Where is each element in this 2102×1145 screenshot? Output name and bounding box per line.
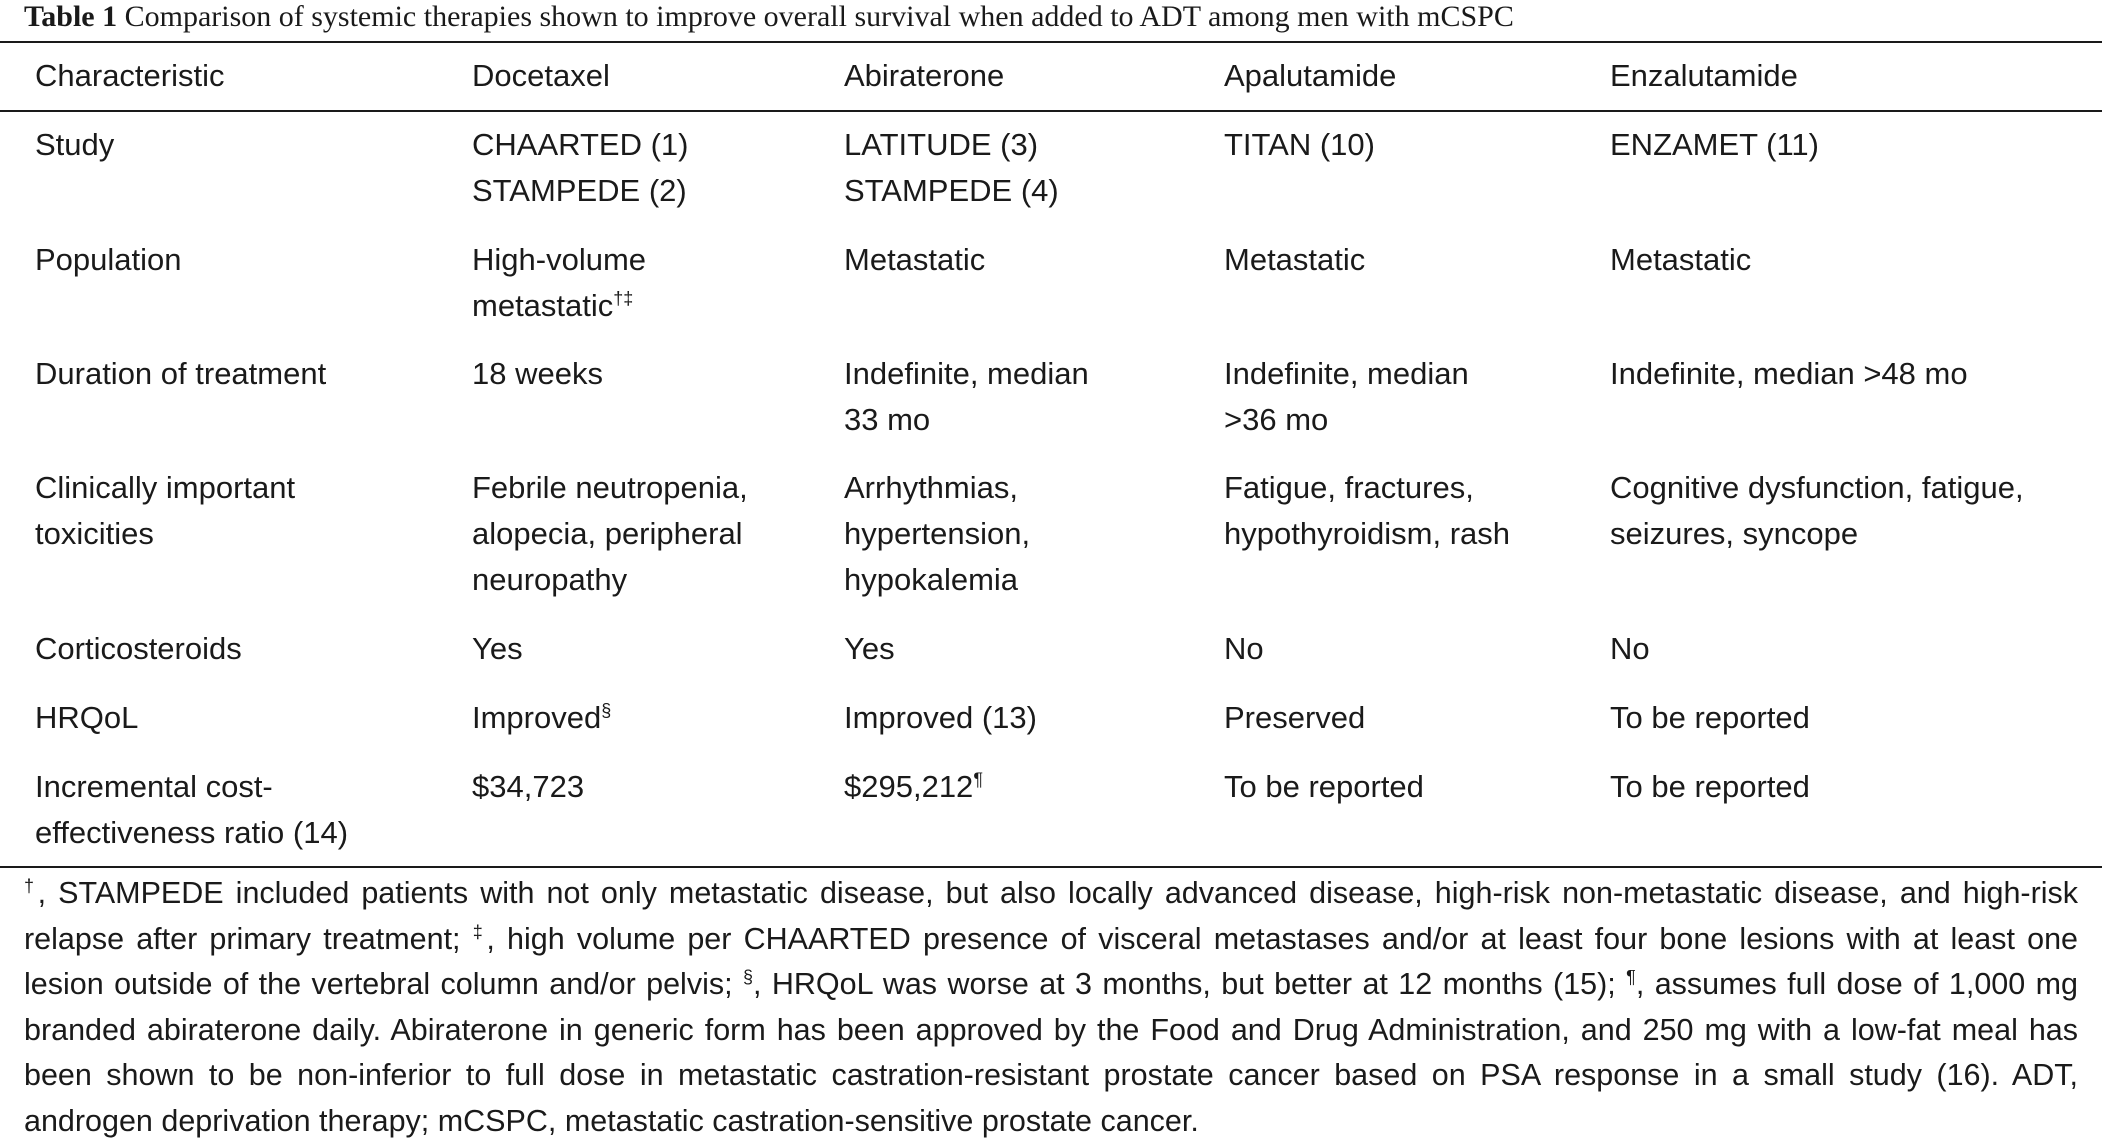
cell-line: High-volume bbox=[472, 242, 647, 277]
cell-line: LATITUDE (3) bbox=[844, 127, 1039, 162]
cell-line: hypothyroidism, rash bbox=[1224, 516, 1511, 551]
table-footnote bbox=[24, 871, 2078, 1144]
header-enzalutamide: Enzalutamide bbox=[1610, 58, 1798, 93]
row-corticosteroids-characteristic bbox=[35, 626, 242, 672]
footnote-symbol: ‡ bbox=[472, 921, 487, 942]
row-population-docetaxel bbox=[472, 237, 646, 329]
table-top-rule bbox=[0, 41, 2102, 43]
cell-line: $34,723 bbox=[472, 769, 585, 804]
cell-line: >36 mo bbox=[1224, 402, 1329, 437]
table-header-rule bbox=[0, 110, 2102, 112]
cell-line: To be reported bbox=[1224, 769, 1424, 804]
table-bottom-rule bbox=[0, 866, 2102, 868]
cell-line: STAMPEDE (2) bbox=[472, 173, 687, 208]
cell-line: Duration of treatment bbox=[35, 356, 327, 391]
footnote-text: , STAMPEDE included patients with not only metastatic disease, but also locally advanced disease, high-risk non-metastatic disease, and high-risk relapse after primary treatment; bbox=[24, 876, 2079, 956]
row-toxicities-abiraterone bbox=[844, 465, 1030, 603]
row-population-characteristic bbox=[35, 237, 182, 283]
cell-line: No bbox=[1610, 631, 1650, 666]
cell-line: Indefinite, median bbox=[1224, 356, 1469, 391]
footnote-text: , assumes full dose of 1,000 mg branded abiraterone daily. Abiraterone in generic form has been approved by the Food and Drug Administration, and 250 mg with a low-fat meal has been shown to be non-inferior to full dose in metastatic castration-resistant prostate cancer based on PSA response in a small study (16). ADT, androgen deprivation therapy; mCSPC, metastatic castration-sensitive prostate cancer. bbox=[24, 967, 2078, 1138]
cell-line: To be reported bbox=[1610, 700, 1810, 735]
row-icer-abiraterone bbox=[844, 764, 983, 810]
row-population-enzalutamide bbox=[1610, 237, 1751, 283]
cell-line: Indefinite, median bbox=[844, 356, 1089, 391]
row-duration-enzalutamide bbox=[1610, 351, 1968, 397]
row-corticosteroids-enzalutamide bbox=[1610, 626, 1650, 672]
row-population-apalutamide bbox=[1224, 237, 1365, 283]
cell-line: alopecia, peripheral bbox=[472, 516, 743, 551]
cell-line bbox=[844, 764, 983, 810]
cell-line: Metastatic bbox=[1610, 242, 1752, 277]
cell-line: Fatigue, fractures, bbox=[1224, 470, 1474, 505]
cell-line: Cognitive dysfunction, fatigue, bbox=[1610, 470, 2024, 505]
row-icer-docetaxel bbox=[472, 764, 584, 810]
row-duration-docetaxel bbox=[472, 351, 603, 397]
row-hrqol-abiraterone bbox=[844, 695, 1037, 741]
cell-line: HRQoL bbox=[35, 700, 139, 735]
footnote-symbol: ¶ bbox=[1626, 966, 1636, 987]
row-toxicities-characteristic bbox=[35, 465, 295, 557]
cell-line: No bbox=[1224, 631, 1264, 666]
row-icer-characteristic bbox=[35, 764, 348, 856]
cell-line: CHAARTED (1) bbox=[472, 127, 689, 162]
header-characteristic: Characteristic bbox=[35, 58, 225, 93]
cell-line: Improved (13) bbox=[844, 700, 1037, 735]
table-caption bbox=[24, 0, 1514, 40]
cell-line: To be reported bbox=[1610, 769, 1810, 804]
cell-line: seizures, syncope bbox=[1610, 516, 1859, 551]
cell-line: Population bbox=[35, 242, 182, 277]
cell-line: ENZAMET (11) bbox=[1610, 127, 1819, 162]
row-study-enzalutamide bbox=[1610, 122, 1819, 168]
cell-line: hypokalemia bbox=[844, 562, 1019, 597]
row-icer-enzalutamide bbox=[1610, 764, 1810, 810]
footnote-text: , HRQoL was worse at 3 months, but better at 12 months (15); bbox=[752, 967, 1627, 1001]
row-duration-apalutamide bbox=[1224, 351, 1469, 443]
cell-line: TITAN (10) bbox=[1224, 127, 1375, 162]
cell-line: Metastatic bbox=[844, 242, 986, 277]
cell-line: Metastatic bbox=[1224, 242, 1366, 277]
cell-text: Improved bbox=[472, 700, 602, 735]
cell-line: Yes bbox=[844, 631, 895, 666]
row-toxicities-enzalutamide bbox=[1610, 465, 2024, 557]
row-study-apalutamide bbox=[1224, 122, 1375, 168]
footnote-marker: ¶ bbox=[973, 769, 983, 790]
cell-line bbox=[472, 283, 646, 329]
cell-line bbox=[472, 695, 611, 741]
table-caption-label: Table 1 bbox=[24, 0, 118, 33]
row-hrqol-characteristic bbox=[35, 695, 138, 741]
row-population-abiraterone bbox=[844, 237, 985, 283]
cell-line: Corticosteroids bbox=[35, 631, 242, 666]
row-hrqol-enzalutamide bbox=[1610, 695, 1810, 741]
row-duration-characteristic bbox=[35, 351, 326, 397]
cell-line: Indefinite, median >48 mo bbox=[1610, 356, 1968, 391]
row-corticosteroids-abiraterone bbox=[844, 626, 895, 672]
cell-line: effectiveness ratio (14) bbox=[35, 815, 349, 850]
footnote-symbol: † bbox=[24, 875, 38, 896]
cell-line: Incremental cost- bbox=[35, 769, 273, 804]
table-caption-text: Comparison of systemic therapies shown to improve overall survival when added to ADT among men with mCSPC bbox=[124, 0, 1514, 33]
row-corticosteroids-apalutamide bbox=[1224, 626, 1264, 672]
header-abiraterone: Abiraterone bbox=[844, 58, 1005, 93]
header-apalutamide: Apalutamide bbox=[1224, 58, 1397, 93]
cell-line: STAMPEDE (4) bbox=[844, 173, 1059, 208]
cell-line: toxicities bbox=[35, 516, 154, 551]
row-study-docetaxel bbox=[472, 122, 688, 214]
cell-line: Yes bbox=[472, 631, 523, 666]
footnote-text: , high volume per CHAARTED presence of visceral metastases and/or at least four bone lesions with at least one lesion outside of the vertebral column and/or pelvis; bbox=[24, 921, 2078, 1001]
cell-line: Arrhythmias, bbox=[844, 470, 1018, 505]
row-study-abiraterone bbox=[844, 122, 1059, 214]
row-toxicities-docetaxel bbox=[472, 465, 748, 603]
cell-line: 18 weeks bbox=[472, 356, 603, 391]
cell-line: Febrile neutropenia, bbox=[472, 470, 748, 505]
footnote-marker: †‡ bbox=[613, 288, 634, 309]
cell-line: Preserved bbox=[1224, 700, 1366, 735]
row-toxicities-apalutamide bbox=[1224, 465, 1510, 557]
cell-line: Clinically important bbox=[35, 470, 296, 505]
row-hrqol-docetaxel bbox=[472, 695, 611, 741]
cell-text: metastatic bbox=[472, 288, 614, 323]
cell-line: 33 mo bbox=[844, 402, 931, 437]
cell-line: hypertension, bbox=[844, 516, 1031, 551]
header-docetaxel: Docetaxel bbox=[472, 58, 610, 93]
row-hrqol-apalutamide bbox=[1224, 695, 1365, 741]
row-corticosteroids-docetaxel bbox=[472, 626, 523, 672]
row-study-characteristic bbox=[35, 122, 114, 168]
row-duration-abiraterone bbox=[844, 351, 1089, 443]
row-icer-apalutamide bbox=[1224, 764, 1424, 810]
footnote-symbol: § bbox=[742, 966, 753, 987]
cell-line: neuropathy bbox=[472, 562, 628, 597]
footnote-marker: § bbox=[601, 700, 612, 721]
cell-line: Study bbox=[35, 127, 115, 162]
cell-text: $295,212 bbox=[844, 769, 974, 804]
